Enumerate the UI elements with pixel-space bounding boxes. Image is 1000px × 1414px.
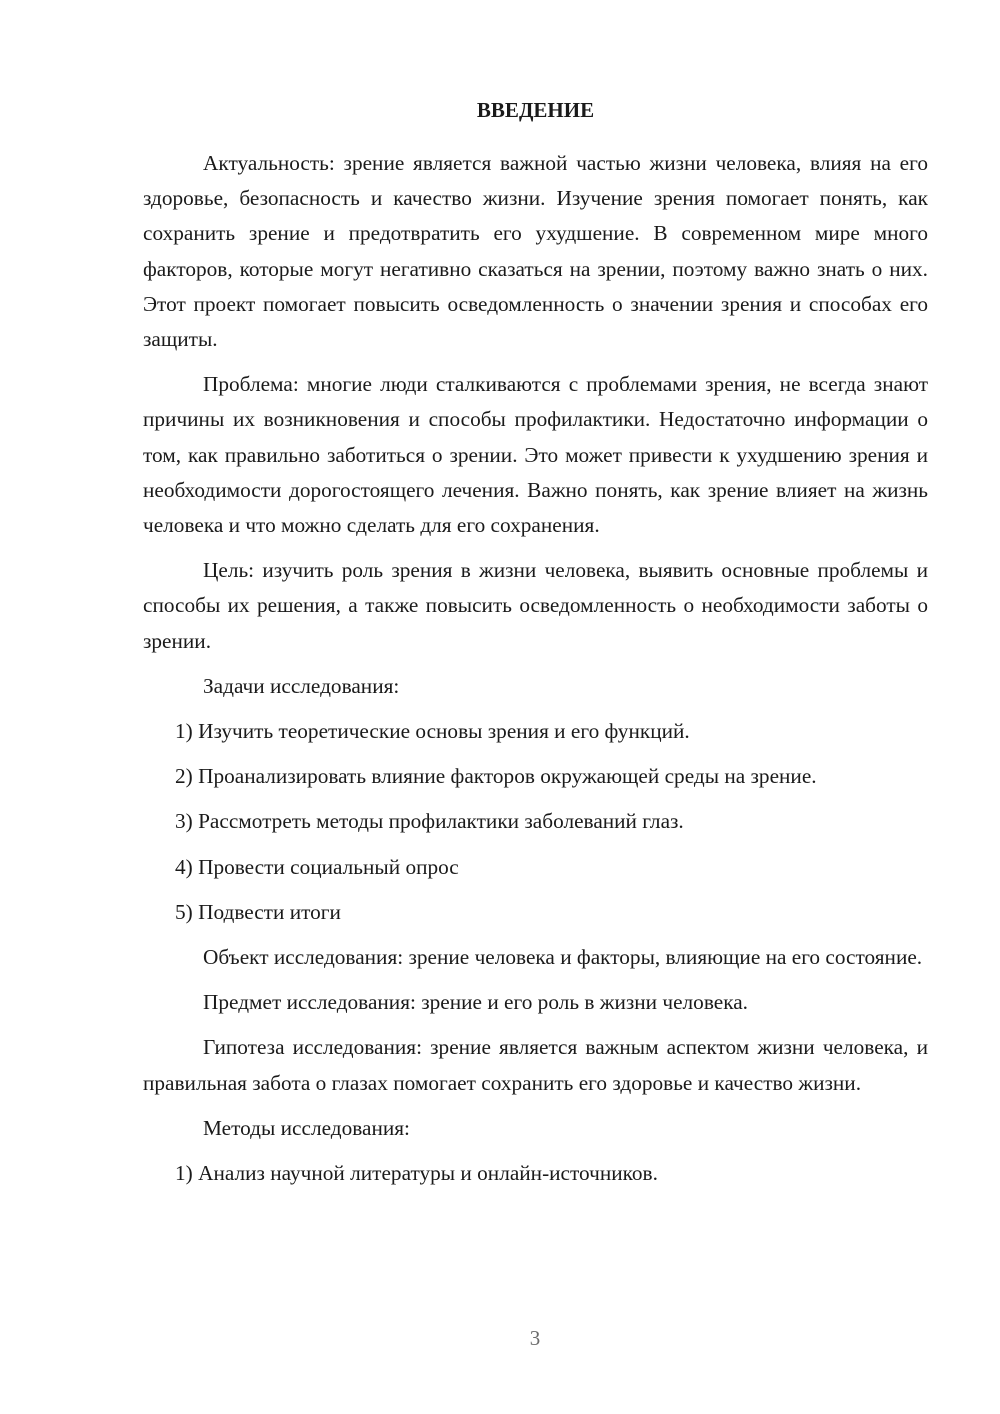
paragraph-object: Объект исследования: зрение человека и факторы, влияющие на его состояние.: [203, 945, 923, 970]
page-title: ВВЕДЕНИЕ: [476, 98, 595, 122]
method-item: 1) Анализ научной литературы и онлайн-источников.: [175, 1161, 658, 1186]
paragraph-subject: Предмет исследования: зрение и его роль в жизни человека.: [203, 990, 749, 1015]
task-item: 5) Подвести итоги: [175, 899, 341, 924]
task-item: 4) Провести социальный опрос: [175, 854, 459, 879]
task-item: 1) Изучить теоретические основы зрения и его функций.: [175, 719, 690, 744]
paragraph-hypothesis: Гипотеза исследования: зрение является важным аспектом жизни человека, и правильная забота о глазах помогает сохранить его здоровье и качество жизни.: [143, 1035, 928, 1095]
paragraph-relevance: Актуальность: зрение является важной частью жизни человека, влияя на его здоровье, безопасность и качество жизни. Изучение зрения помогает понять, как сохранить зрение и предотвратить его ухудшение. В современном мире много факторов, которые могут негативно сказаться на зрении, поэтому важно знать о них. Этот проект помогает повысить осведомленность о значении зрения и способах его защиты.: [143, 151, 928, 352]
document-page: [143, 92, 928, 1201]
paragraph-problem: Проблема: многие люди сталкиваются с проблемами зрения, не всегда знают причины их возникновения и способы профилактики. Недостаточно информации о том, как правильно заботиться о зрении. Это может привести к ухудшению зрения и необходимости дорогостоящего лечения. Важно понять, как зрение влияет на жизнь человека и что можно сделать для его сохранения.: [143, 372, 928, 538]
task-item: 3) Рассмотреть методы профилактики заболеваний глаз.: [175, 809, 684, 834]
paragraph-goal: Цель: изучить роль зрения в жизни человека, выявить основные проблемы и способы их решения, а также повысить осведомленность о необходимости заботы о зрении.: [143, 558, 928, 653]
methods-title: Методы исследования:: [203, 1115, 410, 1140]
task-item: 2) Проанализировать влияние факторов окружающей среды на зрение.: [175, 764, 817, 789]
page-number: 3: [529, 1326, 541, 1350]
tasks-title: Задачи исследования:: [203, 673, 400, 698]
